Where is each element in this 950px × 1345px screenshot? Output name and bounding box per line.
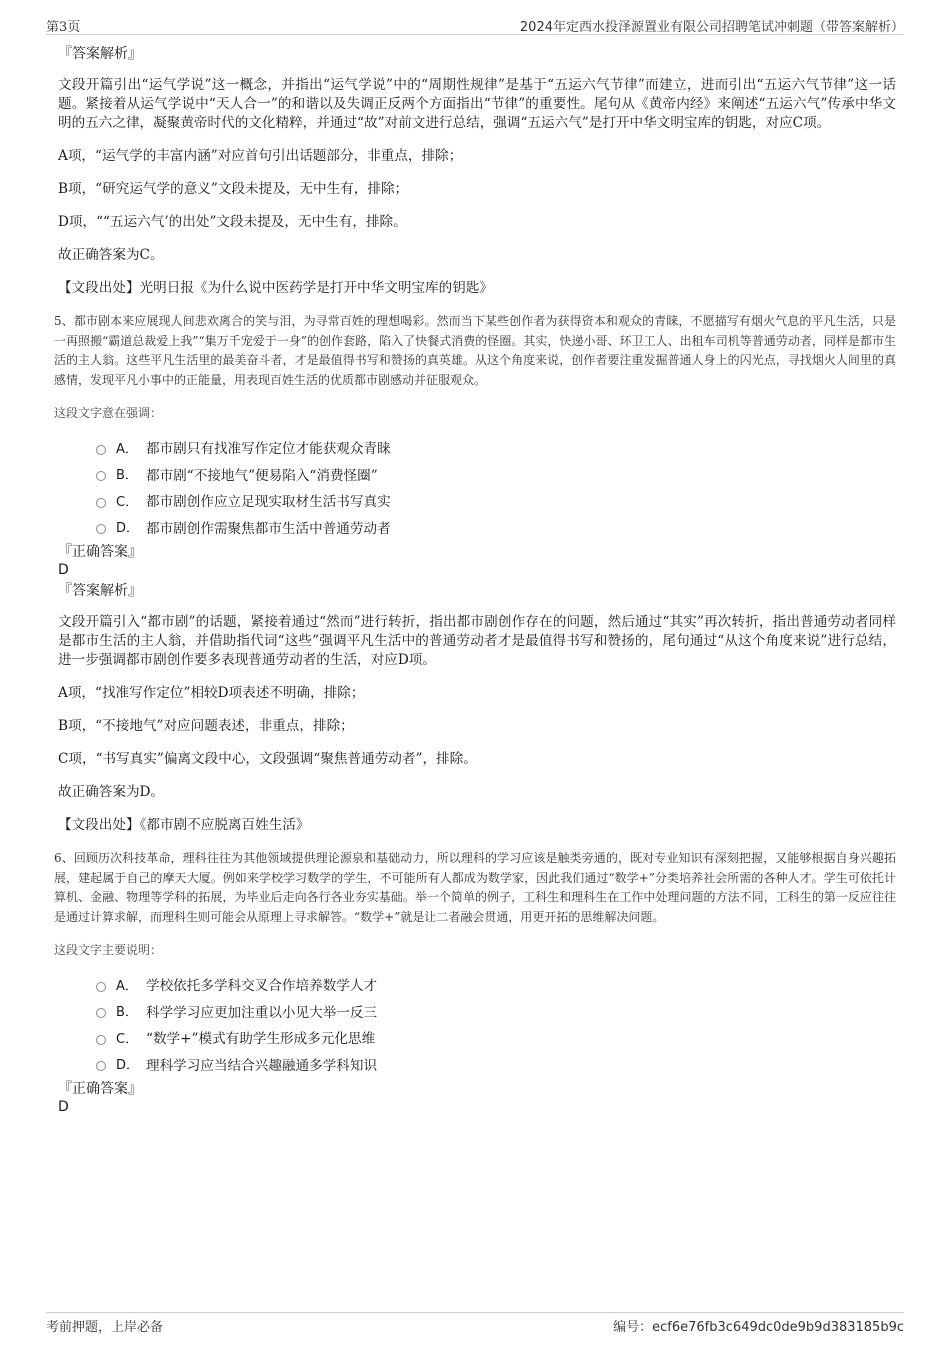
correct-answer: D [58,562,69,578]
option-letter: B． [116,1005,138,1021]
option-letter: D． [116,1058,140,1074]
option-letter: D． [116,521,140,537]
option-b-note: B项，“不接地气”对应问题表述，非重点，排除； [58,718,354,734]
question-5-prompt: 这段文字意在强调： [54,406,163,420]
option-a-note: A项，“找准写作定位”相较D项表述不明确，排除； [58,685,365,701]
radio-icon[interactable] [96,1008,106,1018]
question-6-options [96,971,896,1077]
option-text: 理科学习应当结合兴趣融通多学科知识 [146,1057,378,1074]
analysis-text: 文段开篇引入“都市剧”的话题，紧接着通过“然而”进行转折，指出都市剧创作存在的问题，然后通过“其实”再次转折，指出普通劳动者同样是都市生活的主人翁，并借助指代词“这些”强调平凡生活中的普通劳动者才是最值得书写和赞扬的，尾句通过“从这个角度来说”进行总结，进一步强调都市剧创作要多表现普通劳动者的生活，对应D项。 [58,614,896,668]
option-letter: A． [116,441,138,457]
option-letter: B． [116,468,138,484]
analysis-text: 文段开篇引出“运气学说”这一概念，并指出“运气学说”中的“周期性规律”是基于“五运六气节律”而建立，进而引出“五运六气节律”这一话题。紧接着从运气学说中“天人合一”的和谐以及失调正反两个方面指出“节律”的重要性。尾句从《黄帝内经》来阐述“五运六气”传承中华文明的五六之律，凝聚黄帝时代的文化精粹，并通过“故”对前文进行总结，强调“五运六气”是打开中华文明宝库的钥匙，对应C项。 [58,77,896,131]
radio-icon[interactable] [96,982,106,992]
option-c[interactable] [96,1024,896,1051]
question-6-prompt: 这段文字主要说明： [54,943,163,957]
option-d-note: D项，““五运六气’的出处”文段未提及，无中生有，排除。 [58,214,407,230]
option-text: 都市剧只有找准写作定位才能获观众青睐 [146,441,391,458]
conclusion: 故正确答案为D。 [58,784,165,800]
question-5-options [96,434,896,540]
option-b-note: B项，“研究运气学的意义”文段未提及，无中生有，排除； [58,181,409,197]
correct-answer: D [58,1099,69,1115]
option-d[interactable] [96,514,896,541]
conclusion: 故正确答案为C。 [58,247,164,263]
page-content [54,44,896,1116]
answer-tag: 『正确答案』 [58,1081,142,1097]
radio-icon[interactable] [96,1061,106,1071]
option-c[interactable] [96,487,896,514]
source-note: 【文段出处】光明日报《为什么说中医药学是打开中华文明宝库的钥匙》 [58,280,493,296]
radio-icon[interactable] [96,498,106,508]
option-text: 都市剧“不接地气”便易陷入“消费怪圈” [146,467,378,484]
option-b[interactable] [96,998,896,1025]
option-letter: C． [116,494,139,510]
radio-icon[interactable] [96,524,106,534]
footer-slogan: 考前押题，上岸必备 [46,1320,164,1335]
option-a[interactable] [96,971,896,998]
document-title: 2024年定西水投泽源置业有限公司招聘笔试冲刺题（带答案解析） [519,20,904,35]
question-5-text: 5、都市剧本来应展现人间悲欢离合的笑与泪，为寻常百姓的理想喝彩。然而当下某些创作者为获得资本和观众的青睐，不愿描写有烟火气息的平凡生活，只是一再照搬“霸道总裁爱上我”“集万千宠爱于一身”的创作套路，陷入了快餐式消费的怪圈。其实，快递小哥、环卫工人、出租车司机等普通劳动者，同样是都市生活的主人翁。这些平凡生活里的最美奋斗者，才是最值得书写和赞扬的真英雄。从这个角度来说，创作者要注重发掘普通人身上的闪光点，寻找烟火人间里的真感情，发现平凡小事中的正能量，用表现百姓生活的优质都市剧感动并征服观众。 [54,314,896,387]
option-d[interactable] [96,1051,896,1078]
option-text: 学校依托多学科交叉合作培养数学人才 [146,978,378,995]
option-text: 都市剧创作应立足现实取材生活书写真实 [146,494,391,511]
source-note: 【文段出处】《都市剧不应脱离百姓生活》 [58,817,310,833]
radio-icon[interactable] [96,1035,106,1045]
option-text: 科学学习应更加注重以小见大举一反三 [146,1004,378,1021]
option-letter: A． [116,978,138,994]
option-letter: C． [116,1031,139,1047]
option-text: “数学+”模式有助学生形成多元化思维 [146,1031,376,1048]
option-a[interactable] [96,434,896,461]
option-text: 都市剧创作需聚焦都市生活中普通劳动者 [146,520,391,537]
option-c-note: C项，“书写真实”偏离文段中心，文段强调“聚焦普通劳动者”，排除。 [58,751,477,767]
radio-icon[interactable] [96,445,106,455]
analysis-tag: 『答案解析』 [58,46,142,62]
analysis-tag: 『答案解析』 [58,583,142,599]
page-footer [46,1312,904,1335]
question-6-text: 6、回顾历次科技革命，理科往往为其他领域提供理论源泉和基础动力，所以理科的学习应该是触类旁通的，既对专业知识有深刻把握，又能够根据自身兴趣拓展，建起属于自己的摩天大厦。例如来学校学习数学的学生，不可能所有人都成为数学家，因此我们通过“数学+”分类培养社会所需的各种人才。学生可依托计算机、金融、物理等学科的拓展，为毕业后走向各行各业夯实基础。举一个简单的例子，工科生和理科生在工作中处理问题的方法不同，工科生的第一反应往往是通过计算求解，而理科生则可能会从原理上寻求解答。“数学+”就是让二者融会贯通，用更开拓的思维解决问题。 [54,851,896,924]
radio-icon[interactable] [96,471,106,481]
option-b[interactable] [96,461,896,488]
answer-tag: 『正确答案』 [58,544,142,560]
page-number: 第3页 [46,20,81,35]
page-header [46,14,904,35]
document-id: 编号：ecf6e76fb3c649dc0de9b9d383185b9c [613,1320,904,1335]
option-a-note: A项，“运气学的丰富内涵”对应首句引出话题部分，非重点，排除； [58,148,463,164]
